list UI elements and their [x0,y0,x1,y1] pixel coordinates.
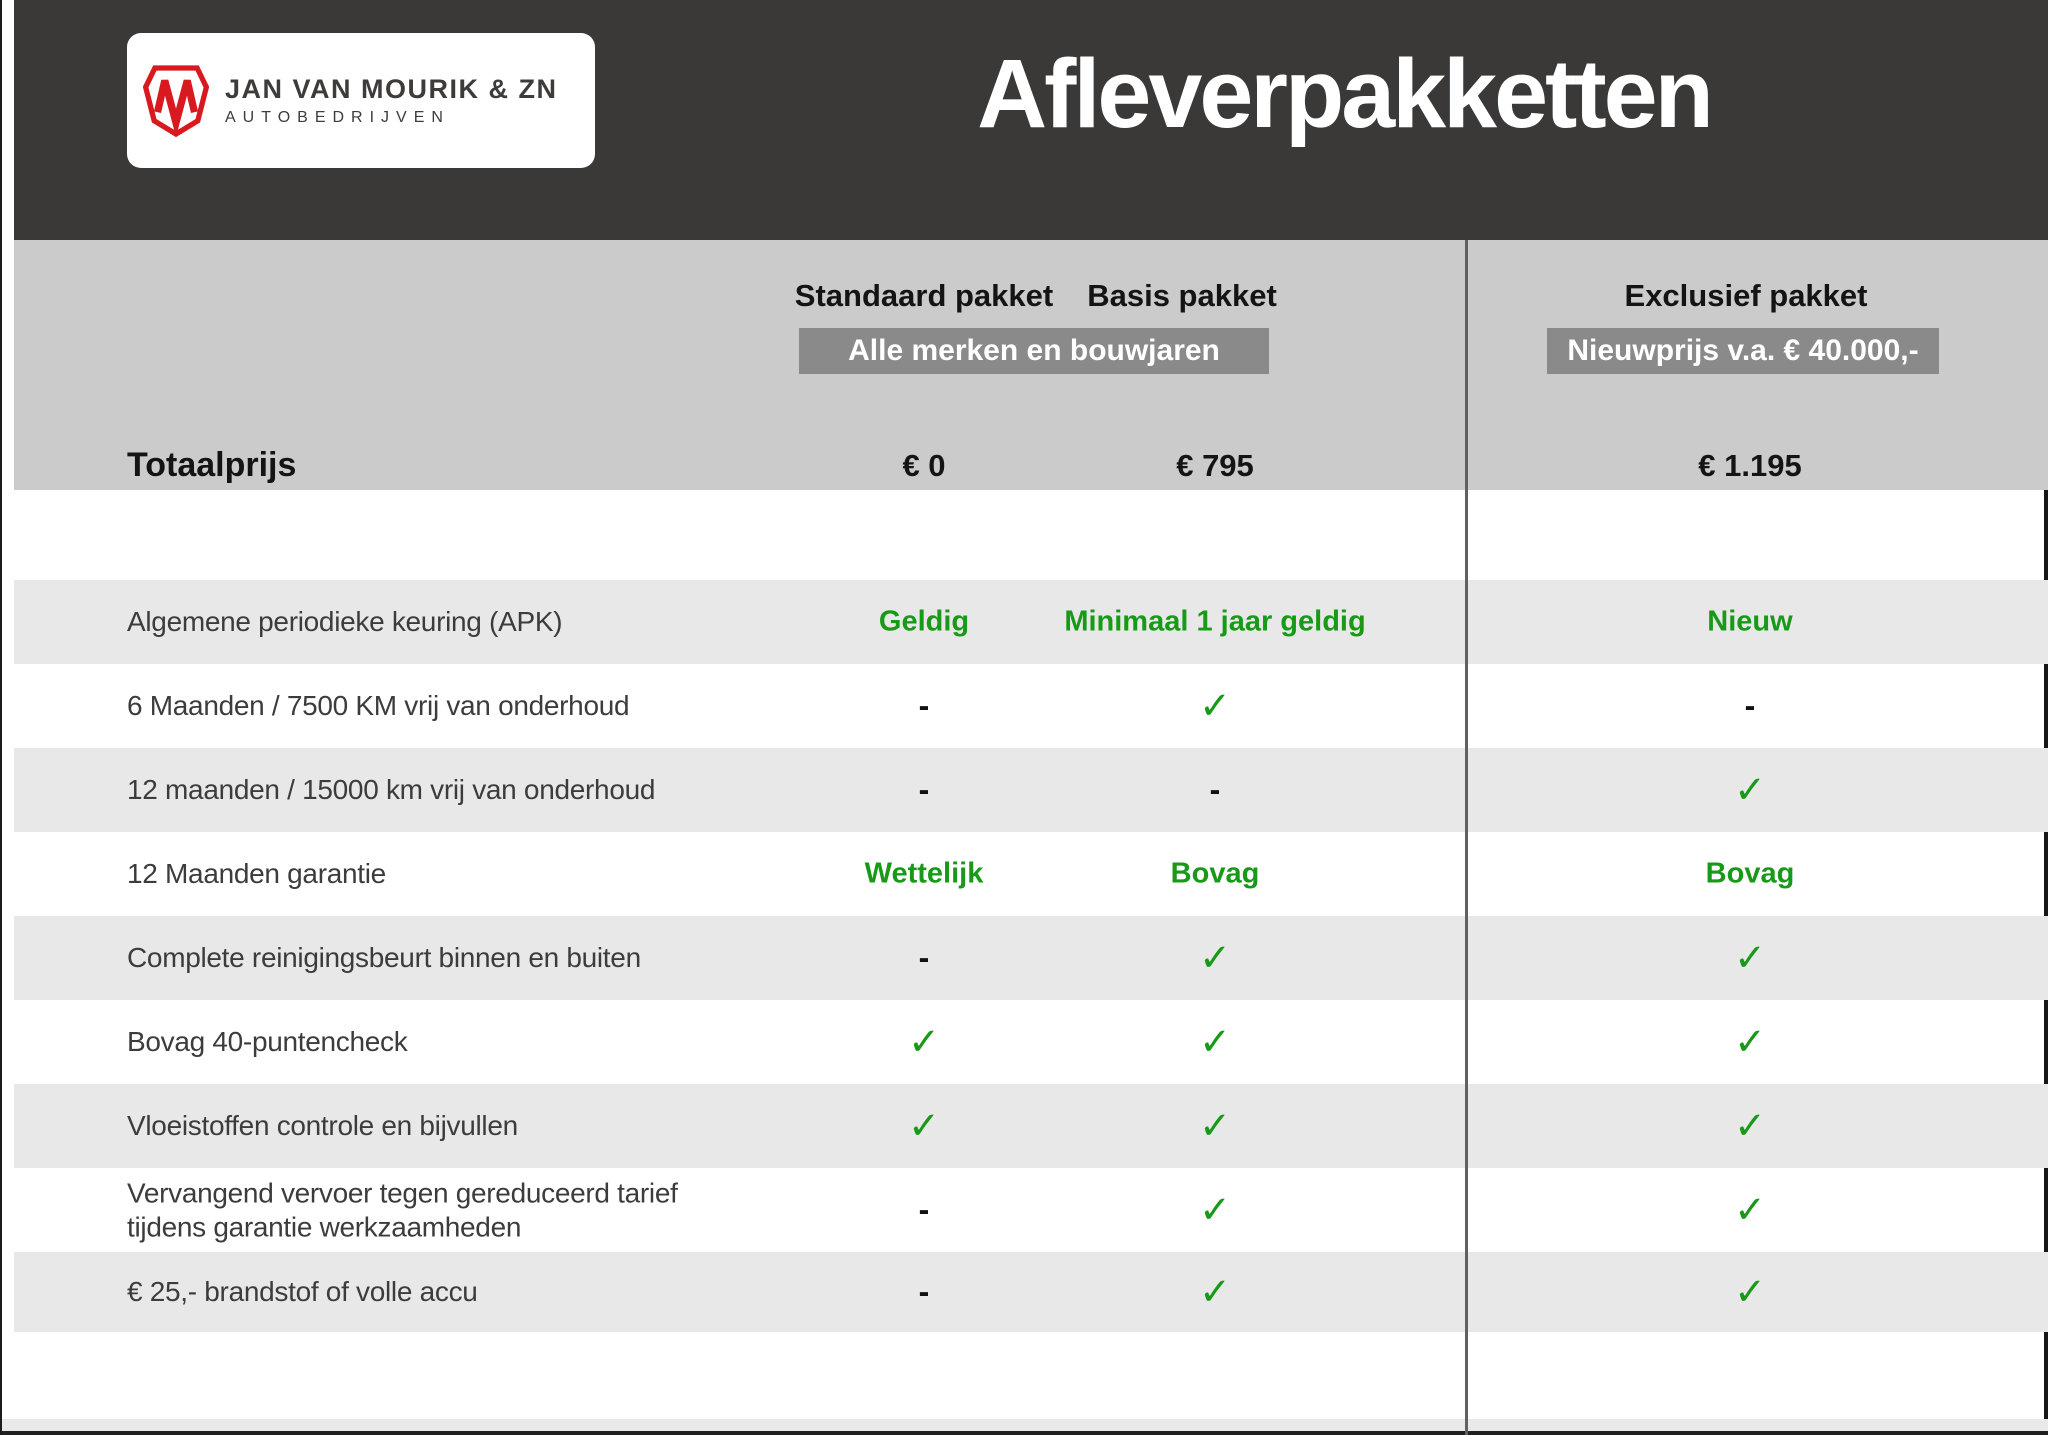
cell-basis: ✓ [1199,1105,1231,1148]
brand-name: JAN VAN MOURIK & ZN [225,74,558,105]
cell-exclusief: ✓ [1734,1271,1766,1314]
cell-standaard: ✓ [908,1105,940,1148]
table-row [14,664,2048,748]
table-row [14,1168,2048,1252]
bottom-border [0,1431,2048,1435]
table-row [14,1084,2048,1168]
table-row [14,580,2048,664]
cell-standaard: - [918,687,930,724]
cell-basis: ✓ [1199,1021,1231,1064]
row-label: Complete reinigingsbeurt binnen en buiten [127,942,641,974]
total-standaard: € 0 [902,448,946,483]
exclusief-column-divider [1465,240,1468,1435]
bottom-strip [0,1419,2048,1431]
table-row [14,1000,2048,1084]
column-header-basis: Basis pakket [1087,278,1277,313]
cell-basis: ✓ [1199,1189,1231,1232]
page-header [14,0,2048,240]
brand-subtitle: AUTOBEDRIJVEN [225,108,450,126]
cell-standaard: Geldig [878,605,970,638]
cell-exclusief: - [1744,687,1756,724]
cell-basis: ✓ [1199,685,1231,728]
cell-exclusief: Bovag [1705,857,1795,890]
cell-basis: ✓ [1199,937,1231,980]
cell-exclusief: Nieuw [1707,605,1793,638]
row-label: Algemene periodieke keuring (APK) [127,606,563,638]
cell-basis: ✓ [1199,1271,1231,1314]
table-row [14,1252,2048,1332]
cell-exclusief: ✓ [1734,1105,1766,1148]
page-left-border [0,0,2,1435]
cell-basis: Minimaal 1 jaar geldig [1064,605,1366,638]
cell-standaard: ✓ [908,1021,940,1064]
cell-standaard: - [918,1273,930,1310]
row-label: 6 Maanden / 7500 KM vrij van onderhoud [127,690,630,722]
table-row [14,748,2048,832]
row-label: 12 maanden / 15000 km vrij van onderhoud [127,774,656,806]
badge-nieuwprijs: Nieuwprijs v.a. € 40.000,- [1547,328,1939,374]
cell-standaard: - [918,1191,930,1228]
brand-shield-m-icon [143,64,209,138]
row-label: € 25,- brandstof of volle accu [127,1276,478,1308]
cell-standaard: - [918,771,930,808]
cell-basis: Bovag [1170,857,1260,890]
cell-standaard: - [918,939,930,976]
row-label: Vervangend vervoer tegen gereduceerd tarief tijdens garantie werkzaamheden [127,1177,678,1242]
row-label: 12 Maanden garantie [127,858,386,890]
page-title: Afleverpakketten [977,39,1711,148]
table-row [14,916,2048,1000]
cell-exclusief: ✓ [1734,769,1766,812]
cell-basis: - [1209,771,1221,808]
cell-exclusief: ✓ [1734,1021,1766,1064]
column-header-exclusief: Exclusief pakket [1624,278,1868,313]
row-label: Vloeistoffen controle en bijvullen [127,1110,518,1142]
total-exclusief: € 1.195 [1698,448,1802,483]
total-basis: € 795 [1176,448,1254,483]
cell-standaard: Wettelijk [864,857,984,890]
brand-logo-card [127,33,595,168]
totals-label: Totaalprijs [127,446,297,484]
badge-alle-merken: Alle merken en bouwjaren [799,328,1269,374]
brand-text [225,74,558,126]
column-header-standaard: Standaard pakket [794,278,1054,313]
cell-exclusief: ✓ [1734,1189,1766,1232]
row-label: Bovag 40-puntencheck [127,1026,408,1058]
table-row [14,832,2048,916]
cell-exclusief: ✓ [1734,937,1766,980]
